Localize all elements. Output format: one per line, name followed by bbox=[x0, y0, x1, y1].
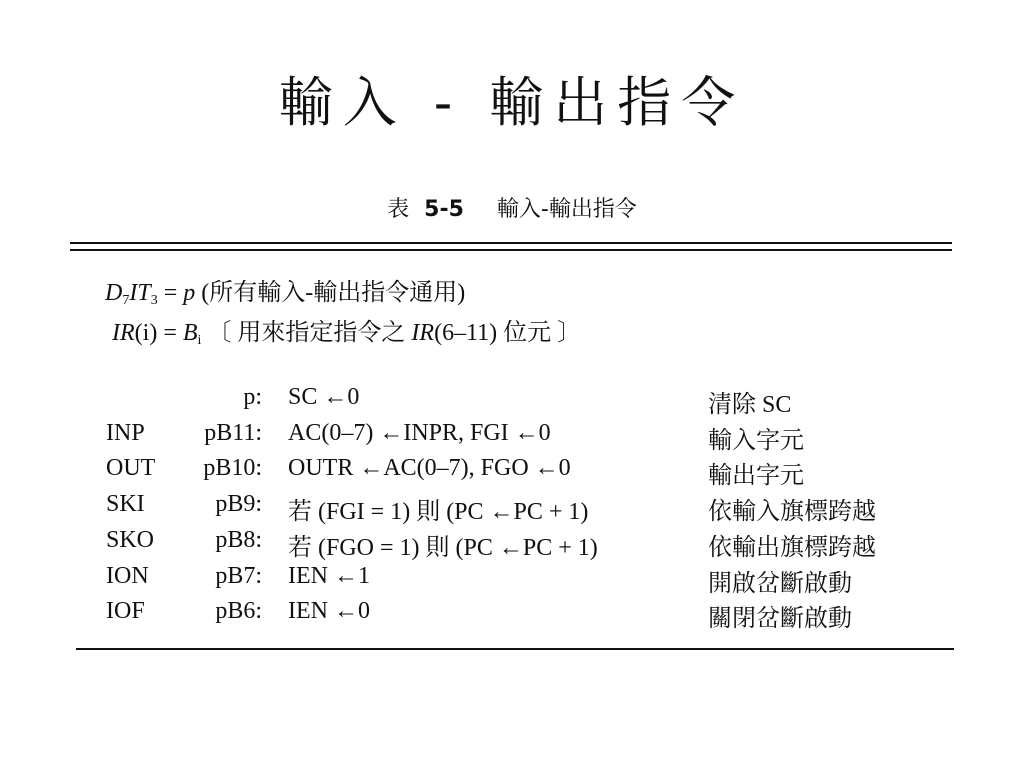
row-operation: AC(0–7) ←INPR, FGI ←0 bbox=[288, 420, 551, 446]
row-description: 輸出字元 bbox=[708, 463, 804, 489]
row-condition: pB7: bbox=[215, 563, 262, 589]
row-condition: p: bbox=[243, 384, 262, 410]
def2-rhs-sub: i bbox=[197, 333, 202, 348]
caption-prefix: 表 bbox=[387, 197, 410, 222]
def2-note-ir: IR bbox=[411, 320, 435, 346]
row-condition: pB11: bbox=[204, 420, 262, 446]
table-row bbox=[0, 491, 1024, 527]
definition-line-2 bbox=[112, 312, 581, 349]
caption-text: 輸入-輸出指令 bbox=[496, 197, 637, 222]
slide-title: 輸入 - 輸出指令 bbox=[278, 71, 746, 134]
def1-lhs-a: D bbox=[105, 280, 123, 306]
caption-number: 5-5 bbox=[424, 197, 464, 222]
row-symbol: OUT bbox=[106, 455, 156, 481]
def2-note-open: 〔 用來指定指令之 bbox=[207, 320, 412, 346]
row-symbol: SKI bbox=[106, 491, 145, 517]
row-condition: pB9: bbox=[215, 491, 262, 517]
row-operation: 若 (FGO = 1) 則 (PC ←PC + 1) bbox=[288, 535, 598, 561]
row-symbol: SKO bbox=[106, 527, 155, 553]
table-row bbox=[0, 563, 1024, 599]
def2-lhs-arg: (i) bbox=[134, 320, 158, 346]
row-condition: pB8: bbox=[215, 527, 262, 553]
def2-note-close: 位元 〕 bbox=[497, 320, 582, 346]
table-row bbox=[0, 527, 1024, 563]
row-symbol: ION bbox=[106, 563, 149, 589]
def2-rhs: B bbox=[182, 320, 198, 346]
def1-lhs-b: IT bbox=[129, 280, 151, 306]
def1-rhs: p bbox=[183, 280, 196, 306]
row-symbol: IOF bbox=[106, 598, 145, 624]
top-rule-1 bbox=[70, 242, 952, 244]
table-row bbox=[0, 384, 1024, 420]
row-description: 依輸出旗標跨越 bbox=[708, 535, 876, 561]
def1-lhs-b-sub: 3 bbox=[150, 293, 158, 308]
table-row bbox=[0, 455, 1024, 491]
row-description: 輸入字元 bbox=[708, 428, 804, 454]
row-operation: OUTR ←AC(0–7), FGO ←0 bbox=[288, 455, 571, 481]
row-description: 清除 SC bbox=[708, 392, 792, 418]
table-row bbox=[0, 598, 1024, 634]
row-operation: SC ←0 bbox=[288, 384, 360, 410]
def2-lhs: IR bbox=[112, 320, 135, 346]
row-operation: IEN ←1 bbox=[288, 563, 370, 589]
def1-note: (所有輸入-輸出指令通用) bbox=[195, 280, 466, 306]
row-description: 開啟岔斷啟動 bbox=[708, 571, 852, 597]
row-operation: 若 (FGI = 1) 則 (PC ←PC + 1) bbox=[288, 499, 589, 525]
row-condition: pB10: bbox=[203, 455, 262, 481]
table-row bbox=[0, 420, 1024, 456]
def1-eq: = bbox=[157, 280, 184, 306]
row-operation: IEN ←0 bbox=[288, 598, 370, 624]
def2-note-range: (6–11) bbox=[434, 320, 498, 346]
row-description: 關閉岔斷啟動 bbox=[708, 606, 852, 632]
row-description: 依輸入旗標跨越 bbox=[708, 499, 876, 525]
table-caption bbox=[0, 192, 1024, 223]
bottom-rule bbox=[76, 648, 954, 650]
def2-eq: = bbox=[157, 320, 183, 346]
top-rule-2 bbox=[70, 249, 952, 251]
row-symbol: INP bbox=[106, 420, 145, 446]
definition-line-1 bbox=[105, 272, 465, 309]
def1-lhs-a-sub: 7 bbox=[122, 293, 130, 308]
row-condition: pB6: bbox=[215, 598, 262, 624]
